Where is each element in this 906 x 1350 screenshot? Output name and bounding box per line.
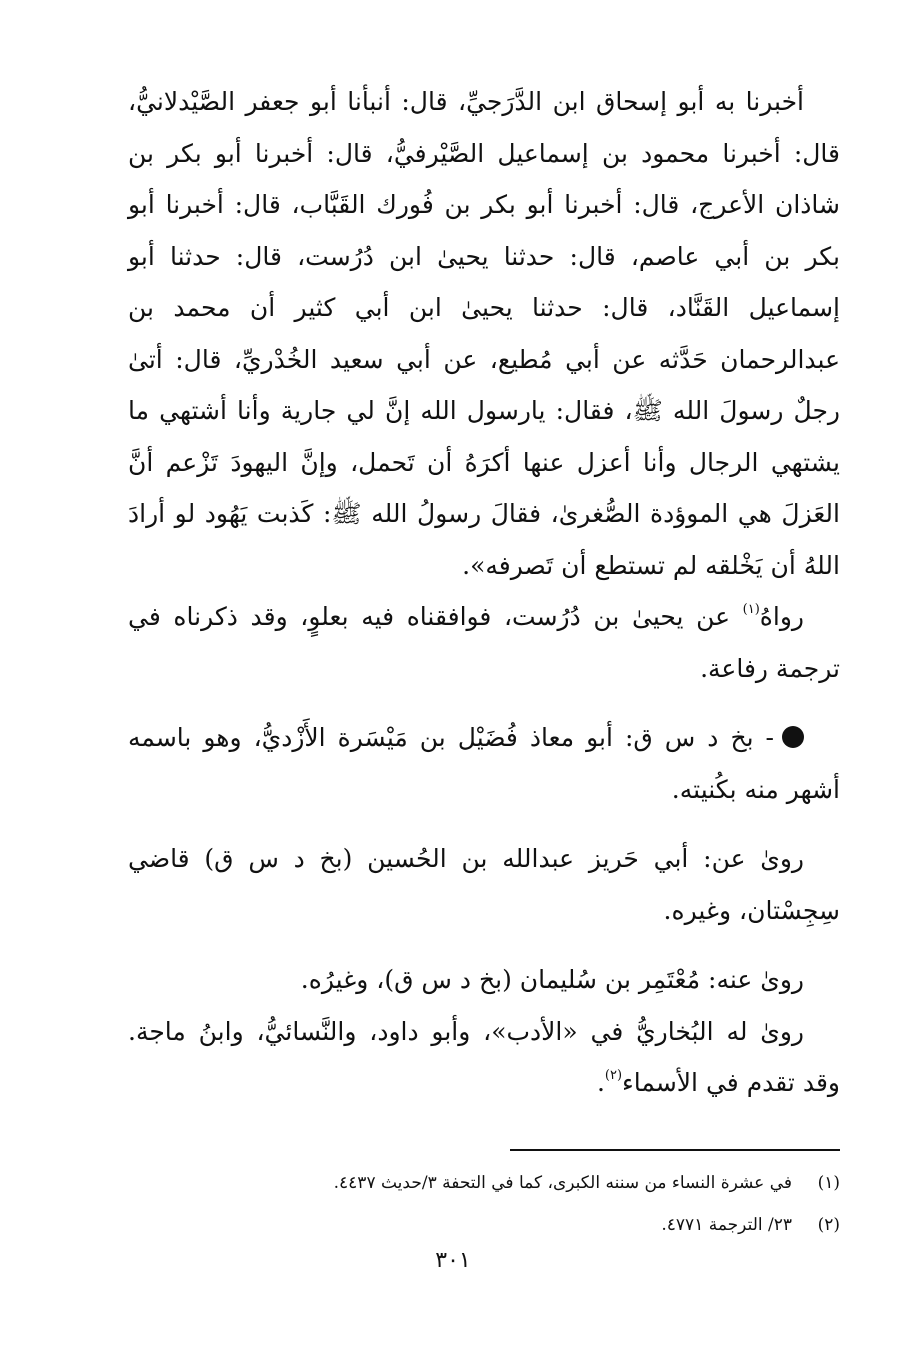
entry-symbols: - بخ د س ق: xyxy=(624,723,774,752)
footnote-item xyxy=(128,1204,840,1246)
page-body xyxy=(128,76,840,1109)
bullet-icon xyxy=(782,726,804,748)
rawa-lahu-text: روىٰ له البُخاريُّ في «الأدب»، وأبو داود، والنَّسائيُّ، وابنُ ماجة. وقد تقدم في الأسماء xyxy=(128,1016,840,1097)
footnote-text: في عشرة النساء من سننه الكبرى، كما في التحفة ٣/حديث ٤٤٣٧. xyxy=(333,1173,792,1193)
rawa-anhu-text: مُعْتَمِر بن سُليمان (بخ د س ق)، وغيرُه. xyxy=(300,965,709,994)
riwayah-paragraph xyxy=(128,591,840,694)
rawa-an-paragraph xyxy=(128,833,840,936)
footnote-number: (٢) xyxy=(817,1215,840,1235)
main-text xyxy=(128,76,840,1109)
riwayah-lead: رواهُ xyxy=(759,602,804,631)
rawa-an-label: روىٰ عن: xyxy=(703,844,804,873)
footnote-divider xyxy=(510,1149,840,1151)
rawa-lahu-paragraph xyxy=(128,1006,840,1109)
rawa-anhu-paragraph xyxy=(128,954,840,1006)
rawa-an-text: أبي حَريز عبدالله بن الحُسين (بخ د س ق) قاضي سِجِسْتان، وغيره. xyxy=(128,844,840,925)
footnote-item xyxy=(128,1162,840,1204)
entry-name: أبو معاذ فُضَيْل بن مَيْسَرة الأَزْديُّ، وهو باسمه أشهر منه بكُنيته. xyxy=(128,723,840,804)
footnote-ref-2: (٢) xyxy=(604,1068,623,1083)
footnote-ref-1: (١) xyxy=(742,602,760,617)
footnote-number: (١) xyxy=(817,1173,840,1193)
riwayah-rest: عن يحيىٰ بن دُرُست، فوافقناه فيه بعلوٍ، وقد ذكرناه في ترجمة رفاعة. xyxy=(128,602,840,683)
biography-entry xyxy=(128,712,840,815)
rawa-anhu-label: روىٰ عنه: xyxy=(708,965,804,994)
rawa-lahu-end: . xyxy=(596,1068,605,1097)
hadith-paragraph: أخبرنا به أبو إسحاق ابن الدَّرَجيِّ، قال: أنبأنا أبو جعفر الصَّيْدلانيُّ، قال: أخبرنا محمود بن إسماعيل الصَّيْرفيُّ، قال: أخبرنا أبو بكر بن شاذان الأعرج، قال: أخبرنا أبو بكر بن فُورك القَبَّاب، قال: أخبرنا أبو بكر بن أبي عاصم، قال: حدثنا يحيىٰ ابن دُرُست، قال: حدثنا أبو إسماعيل القَنَّاد، قال: حدثنا يحيىٰ ابن أبي كثير أن محمد بن عبدالرحمان حَدَّثه عن أبي مُطيع، عن أبي سعيد الخُدْريِّ، قال: أتىٰ رجلٌ رسولَ الله ﷺ، فقال: يارسول الله إنَّ لي جارية وأنا أشتهي ما يشتهي الرجال وأنا أعزل عنها أكرَهُ أن تَحمل، وإنَّ اليهودَ تَزْعم أنَّ العَزلَ هي الموؤدة الصُّغرىٰ، فقالَ رسولُ الله ﷺ: كَذبت يَهُود لو أرادَ اللهُ أن يَخْلقه لم تستطع أن تَصرفه». xyxy=(128,87,840,580)
footnote-text: ٢٣/ الترجمة ٤٧٧١. xyxy=(661,1215,792,1235)
footnotes xyxy=(128,1162,840,1246)
page-number: ٣٠١ xyxy=(435,1248,471,1273)
